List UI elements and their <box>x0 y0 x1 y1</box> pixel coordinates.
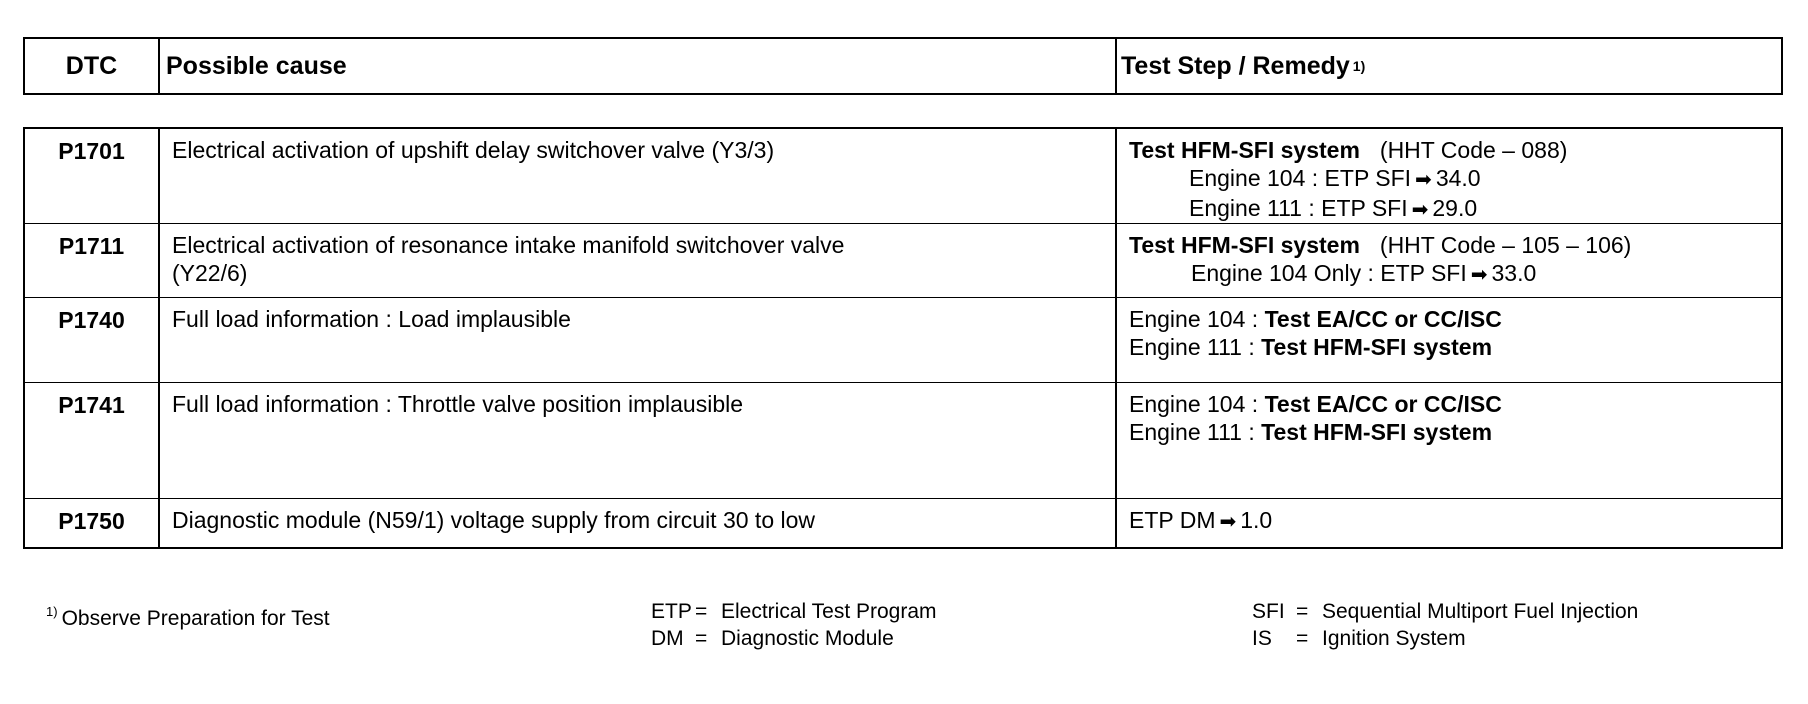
header-possible-cause: Possible cause <box>160 39 1117 93</box>
remedy-sub-label: Engine 104 : ETP SFI <box>1189 165 1412 191</box>
footnote-mark: 1) <box>46 604 58 619</box>
footnote-text: Observe Preparation for Test <box>61 607 330 630</box>
abbreviation-meaning: Diagnostic Module <box>721 627 894 650</box>
remedy-sub-value: 29.0 <box>1432 195 1478 221</box>
remedy-title-suffix: (HHT Code – 088) <box>1379 137 1568 163</box>
remedy-sub-line <box>1129 259 1771 289</box>
remedy-plain-label: ETP DM <box>1129 507 1216 533</box>
remedy-title: Test HFM-SFI system <box>1129 137 1360 163</box>
remedy <box>1117 224 1781 297</box>
arrow-right-icon: ➡ <box>1470 264 1488 286</box>
table-row <box>25 499 1781 547</box>
remedy-prefix: Engine 104 : <box>1129 306 1265 332</box>
dtc-code: P1741 <box>25 383 160 498</box>
remedy-title-line <box>1129 231 1771 259</box>
dtc-code: P1711 <box>25 224 160 297</box>
table-row <box>25 129 1781 224</box>
table-header <box>23 37 1783 95</box>
remedy-line <box>1129 390 1771 418</box>
remedy-sub-value: 33.0 <box>1491 260 1537 286</box>
cause-line: Electrical activation of upshift delay switchover valve (Y3/3) <box>172 137 775 163</box>
remedy-sub-label: Engine 104 Only : ETP SFI <box>1191 260 1467 286</box>
remedy-title-suffix: (HHT Code – 105 – 106) <box>1379 232 1632 258</box>
cause-line: Full load information : Load implausible <box>172 306 571 332</box>
dtc-code: P1740 <box>25 298 160 382</box>
possible-cause <box>160 224 1117 297</box>
header-test-step-label: Test Step / Remedy <box>1121 51 1350 80</box>
remedy-line <box>1129 333 1771 361</box>
arrow-right-icon: ➡ <box>1415 169 1432 191</box>
table-row <box>25 224 1781 298</box>
table-row <box>25 383 1781 499</box>
cause-line: (Y22/6) <box>172 260 248 286</box>
cause-line: Full load information : Throttle valve position implausible <box>172 391 744 417</box>
possible-cause <box>160 129 1117 223</box>
dtc-table <box>23 127 1783 549</box>
equals-sign: = <box>1296 600 1309 623</box>
remedy-line <box>1129 305 1771 333</box>
remedy <box>1117 298 1781 382</box>
remedy-prefix: Engine 104 : <box>1129 391 1265 417</box>
remedy-sub-line <box>1129 164 1771 194</box>
remedy-test: Test HFM-SFI system <box>1261 334 1493 360</box>
remedy-test: Test HFM-SFI system <box>1261 419 1493 445</box>
remedy-test: Test EA/CC or CC/ISC <box>1264 391 1502 417</box>
abbreviation: ETP <box>651 600 692 623</box>
dtc-code: P1750 <box>25 499 160 547</box>
abbreviation: DM <box>651 627 684 650</box>
abbreviation: IS <box>1252 627 1272 650</box>
remedy-prefix: Engine 111 : <box>1129 419 1262 445</box>
table-row <box>25 298 1781 383</box>
remedy-title-line <box>1129 136 1771 164</box>
remedy-sub-line <box>1129 194 1771 224</box>
remedy-plain-value: 1.0 <box>1240 507 1273 533</box>
abbreviation-item <box>651 625 937 652</box>
possible-cause <box>160 383 1117 498</box>
arrow-right-icon: ➡ <box>1219 511 1237 533</box>
remedy-prefix: Engine 111 : <box>1129 334 1262 360</box>
possible-cause <box>160 499 1117 547</box>
abbreviation-item <box>1252 598 1638 625</box>
cause-line: Diagnostic module (N59/1) voltage supply from circuit 30 to low <box>172 507 816 533</box>
header-test-step <box>1117 39 1781 93</box>
header-dtc: DTC <box>25 39 160 93</box>
abbreviation-list <box>1252 598 1638 652</box>
cause-line: Electrical activation of resonance intake manifold switchover valve <box>172 232 845 258</box>
equals-sign: = <box>695 600 708 623</box>
abbreviation-meaning: Sequential Multiport Fuel Injection <box>1322 600 1639 623</box>
possible-cause <box>160 298 1117 382</box>
arrow-right-icon: ➡ <box>1411 199 1429 221</box>
abbreviation-item <box>651 598 937 625</box>
remedy-line <box>1129 418 1771 446</box>
header-footnote-mark: 1) <box>1352 58 1366 74</box>
equals-sign: = <box>1296 627 1309 650</box>
remedy-test: Test EA/CC or CC/ISC <box>1264 306 1502 332</box>
remedy-sub-value: 34.0 <box>1435 165 1481 191</box>
remedy <box>1117 383 1781 498</box>
abbreviation-meaning: Electrical Test Program <box>721 600 937 623</box>
abbreviation-meaning: Ignition System <box>1322 627 1466 650</box>
equals-sign: = <box>695 627 708 650</box>
abbreviation-list <box>651 598 937 652</box>
abbreviation: SFI <box>1252 600 1285 623</box>
remedy <box>1117 129 1781 223</box>
dtc-code: P1701 <box>25 129 160 223</box>
abbreviation-item <box>1252 625 1638 652</box>
remedy-line <box>1129 506 1771 536</box>
footnote <box>46 598 330 632</box>
remedy <box>1117 499 1781 547</box>
remedy-title: Test HFM-SFI system <box>1129 232 1360 258</box>
remedy-sub-label: Engine 111 : ETP SFI <box>1189 195 1408 221</box>
